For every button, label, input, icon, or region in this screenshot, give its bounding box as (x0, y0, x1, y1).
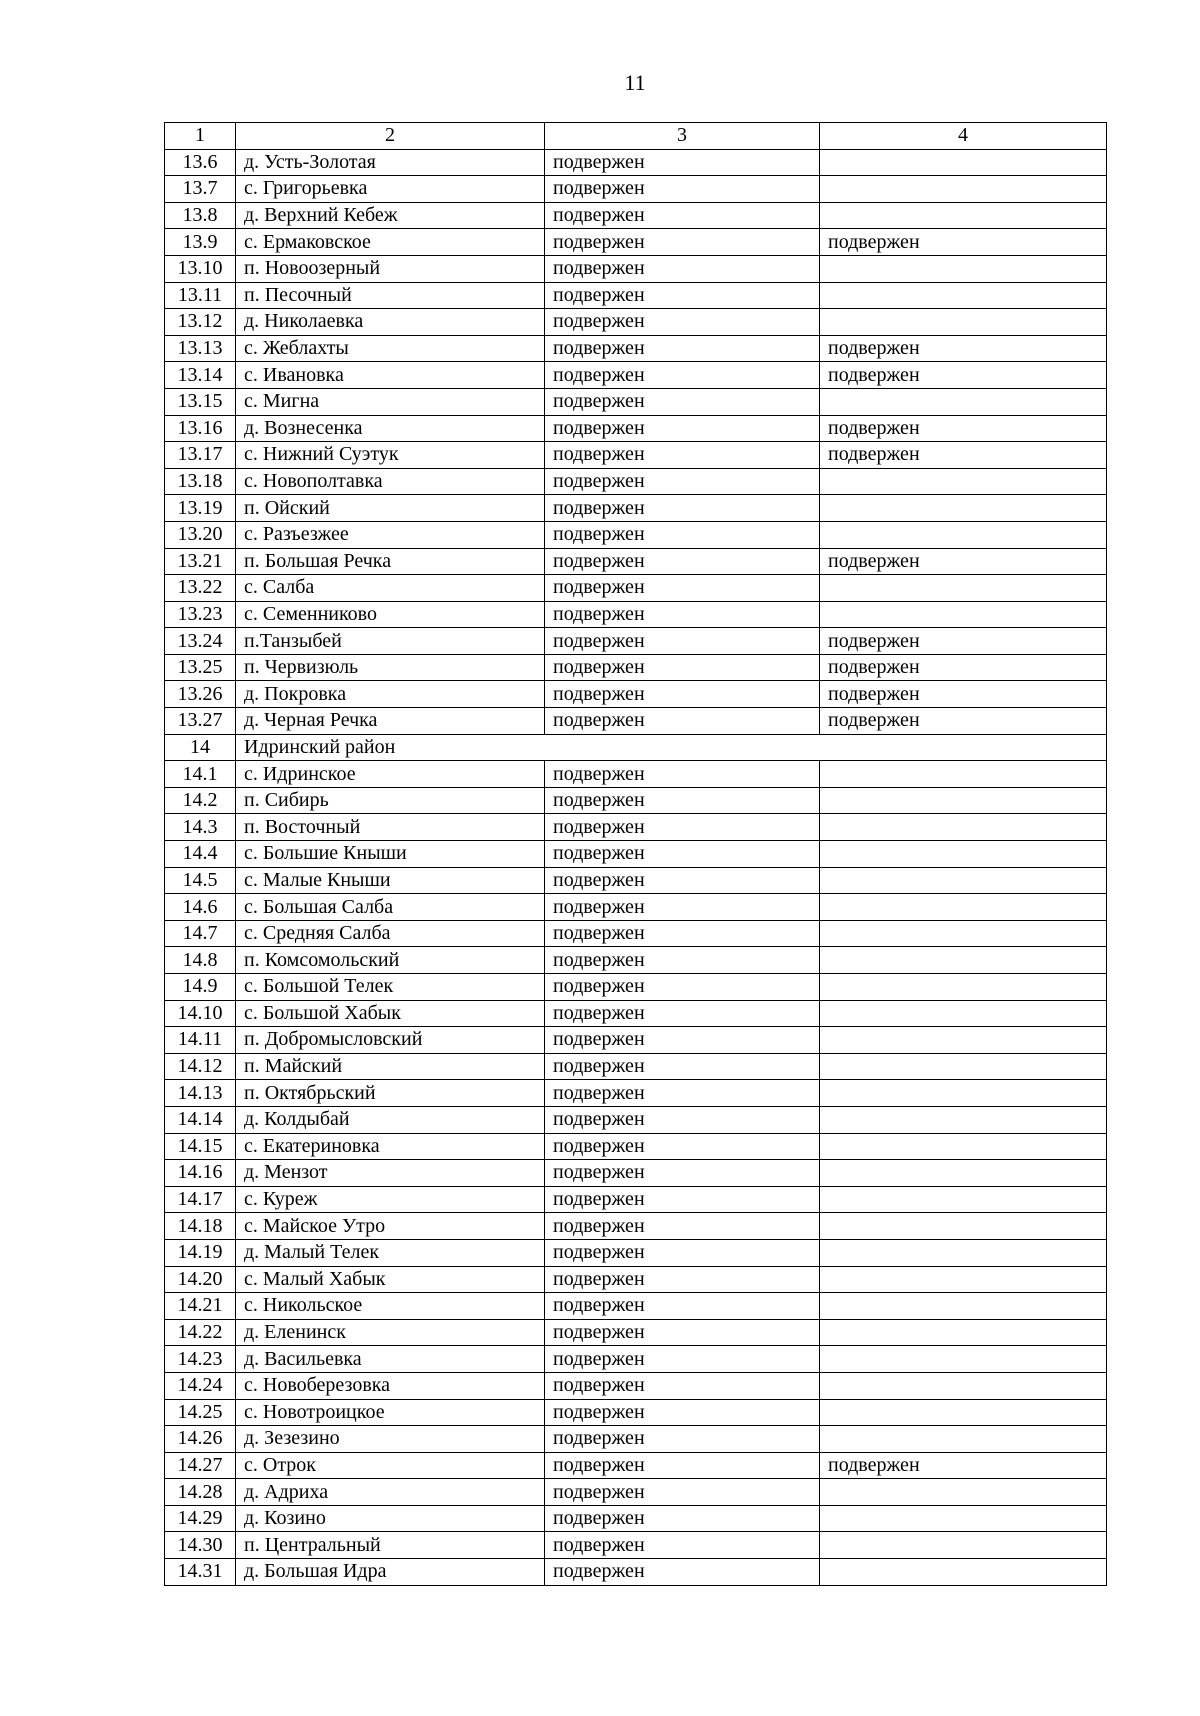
column-3-value: подвержен (545, 1426, 820, 1453)
row-number: 14.5 (165, 867, 236, 894)
column-4-value (820, 814, 1107, 841)
column-3-value: подвержен (545, 362, 820, 389)
settlement-name: с. Средняя Салба (236, 920, 545, 947)
column-3-value: подвержен (545, 176, 820, 203)
section-row (165, 734, 1107, 761)
settlement-name: п. Червизюль (236, 654, 545, 681)
settlement-name: с. Жеблахты (236, 335, 545, 362)
column-4-value: подвержен (820, 415, 1107, 442)
table-row (165, 787, 1107, 814)
row-number: 14.29 (165, 1505, 236, 1532)
row-number: 14.9 (165, 974, 236, 1001)
settlement-name: с. Куреж (236, 1186, 545, 1213)
settlement-name: д. Мензот (236, 1160, 545, 1187)
table-row (165, 1293, 1107, 1320)
row-number: 13.12 (165, 309, 236, 336)
table-row (165, 362, 1107, 389)
column-4-value (820, 202, 1107, 229)
column-4-value (820, 1213, 1107, 1240)
column-4-value: подвержен (820, 708, 1107, 735)
column-3-value: подвержен (545, 814, 820, 841)
settlement-name: с. Майское Утро (236, 1213, 545, 1240)
row-number: 13.9 (165, 229, 236, 256)
column-4-value (820, 575, 1107, 602)
column-4-value (820, 787, 1107, 814)
column-4-value (820, 388, 1107, 415)
settlements-table (164, 122, 1107, 1586)
column-3-value: подвержен (545, 841, 820, 868)
settlement-name: с. Никольское (236, 1293, 545, 1320)
row-number: 13.22 (165, 575, 236, 602)
row-number: 14.6 (165, 894, 236, 921)
settlement-name: д. Васильевка (236, 1346, 545, 1373)
column-4-value (820, 1080, 1107, 1107)
row-number: 14.18 (165, 1213, 236, 1240)
table-row (165, 335, 1107, 362)
column-3-value: подвержен (545, 1133, 820, 1160)
table-row (165, 495, 1107, 522)
column-3-value: подвержен (545, 628, 820, 655)
settlement-name: с. Новополтавка (236, 468, 545, 495)
column-3-value: подвержен (545, 415, 820, 442)
header-cell-4: 4 (820, 123, 1107, 150)
row-number: 13.23 (165, 601, 236, 628)
table-row (165, 920, 1107, 947)
table-row (165, 309, 1107, 336)
column-4-value (820, 974, 1107, 1001)
settlement-name: с. Нижний Суэтук (236, 442, 545, 469)
row-number: 13.26 (165, 681, 236, 708)
table-row (165, 1000, 1107, 1027)
row-number: 14.12 (165, 1053, 236, 1080)
column-4-value (820, 1266, 1107, 1293)
column-4-value: подвержен (820, 1452, 1107, 1479)
table-row (165, 388, 1107, 415)
table-row (165, 521, 1107, 548)
header-cell-1: 1 (165, 123, 236, 150)
settlement-name: д. Вознесенка (236, 415, 545, 442)
settlement-name: с. Семенниково (236, 601, 545, 628)
column-3-value: подвержен (545, 1213, 820, 1240)
settlement-name: с. Разъезжее (236, 521, 545, 548)
page-number: 11 (624, 70, 646, 95)
column-4-value (820, 601, 1107, 628)
settlement-name: п. Песочный (236, 282, 545, 309)
column-3-value: подвержен (545, 1452, 820, 1479)
row-number: 13.21 (165, 548, 236, 575)
column-3-value: подвержен (545, 229, 820, 256)
column-4-value (820, 1532, 1107, 1559)
column-4-value (820, 1319, 1107, 1346)
column-3-value: подвержен (545, 867, 820, 894)
table-row (165, 1319, 1107, 1346)
column-4-value (820, 1399, 1107, 1426)
column-4-value (820, 1000, 1107, 1027)
row-number: 14.4 (165, 841, 236, 868)
column-4-value (820, 176, 1107, 203)
column-3-value: подвержен (545, 1372, 820, 1399)
settlement-name: с. Ермаковское (236, 229, 545, 256)
column-4-value (820, 1106, 1107, 1133)
column-4-value (820, 255, 1107, 282)
column-3-value: подвержен (545, 894, 820, 921)
column-4-value (820, 1346, 1107, 1373)
table-row (165, 1106, 1107, 1133)
table-row (165, 761, 1107, 788)
column-3-value: подвержен (545, 1505, 820, 1532)
column-3-value: подвержен (545, 601, 820, 628)
table-row (165, 1452, 1107, 1479)
column-4-value (820, 1372, 1107, 1399)
table-row (165, 814, 1107, 841)
table-row (165, 974, 1107, 1001)
column-4-value (820, 947, 1107, 974)
table-row (165, 1053, 1107, 1080)
table-row (165, 1266, 1107, 1293)
row-number: 14.10 (165, 1000, 236, 1027)
row-number: 13.17 (165, 442, 236, 469)
table-row (165, 415, 1107, 442)
settlement-name: с. Большие Кныши (236, 841, 545, 868)
table-header-row (165, 123, 1107, 150)
header-cell-2: 2 (236, 123, 545, 150)
settlement-name: с. Идринское (236, 761, 545, 788)
column-3-value: подвержен (545, 1000, 820, 1027)
settlement-name: д. Верхний Кебеж (236, 202, 545, 229)
column-3-value: подвержен (545, 149, 820, 176)
row-number: 14.26 (165, 1426, 236, 1453)
settlement-name: п. Сибирь (236, 787, 545, 814)
column-3-value: подвержен (545, 681, 820, 708)
table-row (165, 894, 1107, 921)
column-4-value (820, 761, 1107, 788)
row-number: 14.27 (165, 1452, 236, 1479)
table-row (165, 1239, 1107, 1266)
settlement-name: д. Колдыбай (236, 1106, 545, 1133)
column-3-value: подвержен (545, 974, 820, 1001)
settlement-name: с. Новоберезовка (236, 1372, 545, 1399)
column-4-value (820, 468, 1107, 495)
column-4-value (820, 521, 1107, 548)
row-number: 13.25 (165, 654, 236, 681)
column-4-value (820, 1505, 1107, 1532)
column-4-value: подвержен (820, 362, 1107, 389)
row-number: 13.15 (165, 388, 236, 415)
table-row (165, 149, 1107, 176)
row-number: 13.6 (165, 149, 236, 176)
settlement-name: д. Малый Телек (236, 1239, 545, 1266)
column-4-value: подвержен (820, 628, 1107, 655)
column-3-value: подвержен (545, 761, 820, 788)
column-4-value (820, 309, 1107, 336)
row-number: 14.7 (165, 920, 236, 947)
settlement-name: с. Салба (236, 575, 545, 602)
row-number: 14.23 (165, 1346, 236, 1373)
table-row (165, 1186, 1107, 1213)
table-row (165, 442, 1107, 469)
column-4-value (820, 1160, 1107, 1187)
column-3-value: подвержен (545, 1319, 820, 1346)
column-4-value: подвержен (820, 442, 1107, 469)
column-4-value: подвержен (820, 548, 1107, 575)
row-number: 13.27 (165, 708, 236, 735)
table-row (165, 229, 1107, 256)
column-4-value (820, 1186, 1107, 1213)
row-number: 13.18 (165, 468, 236, 495)
column-3-value: подвержен (545, 1106, 820, 1133)
row-number: 14.13 (165, 1080, 236, 1107)
table-row (165, 1479, 1107, 1506)
column-3-value: подвержен (545, 1160, 820, 1187)
column-3-value: подвержен (545, 1479, 820, 1506)
column-3-value: подвержен (545, 1080, 820, 1107)
table-row (165, 468, 1107, 495)
settlement-name: д. Зезезино (236, 1426, 545, 1453)
column-3-value: подвержен (545, 1239, 820, 1266)
column-4-value (820, 282, 1107, 309)
settlement-name: с. Отрок (236, 1452, 545, 1479)
settlement-name: п. Ойский (236, 495, 545, 522)
column-3-value: подвержен (545, 202, 820, 229)
table-row (165, 176, 1107, 203)
column-3-value: подвержен (545, 654, 820, 681)
table-row (165, 1505, 1107, 1532)
column-3-value: подвержен (545, 335, 820, 362)
column-3-value: подвержен (545, 1559, 820, 1586)
column-4-value (820, 841, 1107, 868)
table-row (165, 1133, 1107, 1160)
row-number: 13.13 (165, 335, 236, 362)
row-number: 14.25 (165, 1399, 236, 1426)
column-4-value (820, 1053, 1107, 1080)
column-4-value (820, 1479, 1107, 1506)
table-row (165, 255, 1107, 282)
table-row (165, 1213, 1107, 1240)
column-3-value: подвержен (545, 1399, 820, 1426)
column-3-value: подвержен (545, 1346, 820, 1373)
table-row (165, 601, 1107, 628)
settlement-name: д. Николаевка (236, 309, 545, 336)
row-number: 14 (165, 734, 236, 761)
settlement-name: с. Большой Телек (236, 974, 545, 1001)
column-4-value (820, 920, 1107, 947)
column-3-value: подвержен (545, 548, 820, 575)
column-3-value: подвержен (545, 1293, 820, 1320)
row-number: 14.2 (165, 787, 236, 814)
column-4-value (820, 495, 1107, 522)
table-row (165, 947, 1107, 974)
row-number: 13.10 (165, 255, 236, 282)
settlement-name: д. Покровка (236, 681, 545, 708)
table-row (165, 628, 1107, 655)
row-number: 13.8 (165, 202, 236, 229)
column-4-value: подвержен (820, 654, 1107, 681)
column-4-value (820, 1426, 1107, 1453)
column-3-value: подвержен (545, 1027, 820, 1054)
row-number: 13.7 (165, 176, 236, 203)
row-number: 13.14 (165, 362, 236, 389)
column-3-value: подвержен (545, 442, 820, 469)
table-row (165, 1027, 1107, 1054)
row-number: 14.11 (165, 1027, 236, 1054)
row-number: 14.24 (165, 1372, 236, 1399)
row-number: 14.21 (165, 1293, 236, 1320)
column-4-value (820, 1027, 1107, 1054)
table-row (165, 282, 1107, 309)
column-3-value: подвержен (545, 575, 820, 602)
row-number: 14.16 (165, 1160, 236, 1187)
row-number: 14.3 (165, 814, 236, 841)
table-row (165, 1372, 1107, 1399)
column-3-value: подвержен (545, 468, 820, 495)
column-3-value: подвержен (545, 521, 820, 548)
row-number: 13.11 (165, 282, 236, 309)
settlement-name: с. Екатериновка (236, 1133, 545, 1160)
column-3-value: подвержен (545, 920, 820, 947)
table-row (165, 708, 1107, 735)
table-row (165, 1559, 1107, 1586)
settlement-name: д. Большая Идра (236, 1559, 545, 1586)
column-4-value: подвержен (820, 681, 1107, 708)
row-number: 14.14 (165, 1106, 236, 1133)
table-row (165, 1532, 1107, 1559)
settlement-name: с. Малый Хабык (236, 1266, 545, 1293)
settlement-name: п. Восточный (236, 814, 545, 841)
settlement-name: с. Григорьевка (236, 176, 545, 203)
column-3-value: подвержен (545, 1186, 820, 1213)
row-number: 14.15 (165, 1133, 236, 1160)
row-number: 13.19 (165, 495, 236, 522)
column-4-value: подвержен (820, 335, 1107, 362)
settlement-name: п. Новоозерный (236, 255, 545, 282)
column-3-value: подвержен (545, 1532, 820, 1559)
settlement-name: с. Новотроицкое (236, 1399, 545, 1426)
column-3-value: подвержен (545, 309, 820, 336)
column-3-value: подвержен (545, 388, 820, 415)
settlement-name: с. Большой Хабык (236, 1000, 545, 1027)
column-4-value (820, 1133, 1107, 1160)
settlement-name: д. Усть-Золотая (236, 149, 545, 176)
settlement-name: д. Козино (236, 1505, 545, 1532)
table-row (165, 1160, 1107, 1187)
table-row (165, 654, 1107, 681)
row-number: 14.20 (165, 1266, 236, 1293)
column-3-value: подвержен (545, 1266, 820, 1293)
column-3-value: подвержен (545, 947, 820, 974)
column-4-value (820, 1293, 1107, 1320)
column-4-value: подвержен (820, 229, 1107, 256)
table-row (165, 575, 1107, 602)
settlement-name: п. Большая Речка (236, 548, 545, 575)
table-row (165, 1399, 1107, 1426)
column-3-value: подвержен (545, 495, 820, 522)
row-number: 13.20 (165, 521, 236, 548)
column-4-value (820, 894, 1107, 921)
settlement-name: п. Комсомольский (236, 947, 545, 974)
settlement-name: д. Черная Речка (236, 708, 545, 735)
table-row (165, 867, 1107, 894)
row-number: 13.24 (165, 628, 236, 655)
column-4-value (820, 1559, 1107, 1586)
settlement-name: п. Октябрьский (236, 1080, 545, 1107)
column-3-value: подвержен (545, 1053, 820, 1080)
table-row (165, 548, 1107, 575)
column-3-value: подвержен (545, 282, 820, 309)
column-3-value: подвержен (545, 708, 820, 735)
settlement-name: с. Мигна (236, 388, 545, 415)
settlement-name: д. Еленинск (236, 1319, 545, 1346)
row-number: 14.28 (165, 1479, 236, 1506)
row-number: 14.1 (165, 761, 236, 788)
column-3-value: подвержен (545, 787, 820, 814)
column-4-value (820, 149, 1107, 176)
header-cell-3: 3 (545, 123, 820, 150)
row-number: 14.31 (165, 1559, 236, 1586)
row-number: 13.16 (165, 415, 236, 442)
table-row (165, 1426, 1107, 1453)
settlement-name: п. Майский (236, 1053, 545, 1080)
row-number: 14.22 (165, 1319, 236, 1346)
column-4-value (820, 867, 1107, 894)
row-number: 14.30 (165, 1532, 236, 1559)
settlement-name: д. Адриха (236, 1479, 545, 1506)
table-row (165, 1346, 1107, 1373)
settlement-name: с. Малые Кныши (236, 867, 545, 894)
column-4-value (820, 1239, 1107, 1266)
table-row (165, 202, 1107, 229)
column-3-value: подвержен (545, 255, 820, 282)
settlement-name: п.Танзыбей (236, 628, 545, 655)
table-row (165, 681, 1107, 708)
table-row (165, 841, 1107, 868)
row-number: 14.8 (165, 947, 236, 974)
settlement-name: с. Большая Салба (236, 894, 545, 921)
row-number: 14.19 (165, 1239, 236, 1266)
table-row (165, 1080, 1107, 1107)
settlement-name: п. Центральный (236, 1532, 545, 1559)
settlement-name: п. Добромысловский (236, 1027, 545, 1054)
settlement-name: с. Ивановка (236, 362, 545, 389)
row-number: 14.17 (165, 1186, 236, 1213)
section-title: Идринский район (236, 734, 1107, 761)
